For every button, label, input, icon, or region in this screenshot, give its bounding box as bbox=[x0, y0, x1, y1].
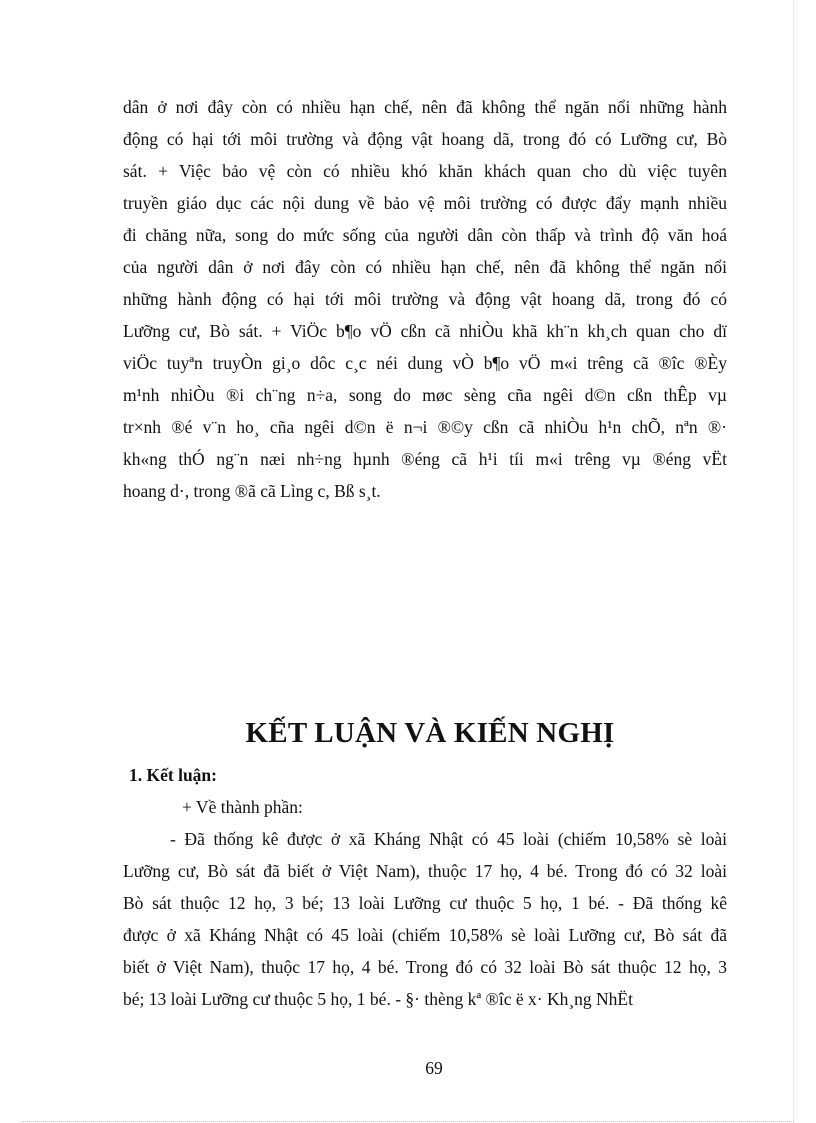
page-edge-divider bbox=[793, 0, 794, 1123]
paragraph-line: truyền giáo dục các nội dung về bảo vệ môi trường có được đẩy mạnh nhiều bbox=[123, 193, 727, 213]
paragraph-line: viÖc tuyªn truyÒn gi¸o dôc c¸c néi dung vÒ b¶o vÖ m«i trêng cã ®îc ®Èy bbox=[123, 353, 727, 373]
footer-divider bbox=[22, 1121, 794, 1122]
paragraph-line: m¹nh nhiÒu ®i ch¨ng n÷a, song do møc sèng cña ngêi d©n cßn thÊp vµ bbox=[123, 385, 727, 405]
paragraph-line: tr×nh ®é v¨n ho¸ cña ngêi d©n ë n¬i ®©y cßn cã nhiÒu h¹n chÕ, nªn ®· bbox=[123, 417, 727, 437]
page-number: 69 bbox=[425, 1058, 443, 1078]
paragraph-line: Lưỡng cư, Bò sát đã biết ở Việt Nam), thuộc 17 họ, 4 bé. Trong đó có 32 loài bbox=[123, 861, 727, 881]
paragraph-line: của người dân ở nơi đây còn có nhiều hạn chế, nên đã không thể ngăn nổi bbox=[123, 257, 727, 277]
paragraph-line: sát. + Việc bảo vệ còn có nhiều khó khăn khách quan cho dù việc tuyên bbox=[123, 161, 727, 181]
section-heading: KẾT LUẬN VÀ KIẾN NGHỊ bbox=[245, 717, 615, 749]
paragraph-line: động có hại tới môi trường và động vật hoang dã, trong đó có Lưỡng cư, Bò bbox=[123, 129, 727, 149]
paragraph-line: dân ở nơi đây còn có nhiều hạn chế, nên đã không thể ngăn nổi những hành bbox=[123, 97, 727, 117]
paragraph-line: kh«ng thÓ ng¨n næi nh÷ng hµnh ®éng cã h¹i tíi m«i trêng vµ ®éng vËt bbox=[123, 449, 727, 469]
paragraph-line: hoang d·, trong ®ã cã Lìng c, Bß s¸t. bbox=[123, 481, 381, 501]
paragraph-line: - Đã thống kê được ở xã Kháng Nhật có 45 loài (chiếm 10,58% sè loài bbox=[170, 829, 727, 849]
sub-item-label: + Về thành phần: bbox=[182, 797, 303, 817]
paragraph-line: Bò sát thuộc 12 họ, 3 bé; 13 loài Lưỡng cư thuộc 5 họ, 1 bé. - Đã thống kê bbox=[123, 893, 727, 913]
paragraph-line: những hành động có hại tới môi trường và động vật hoang dã, trong đó có bbox=[123, 289, 727, 309]
paragraph-line: Lưỡng cư, Bò sát. + ViÖc b¶o vÖ cßn cã nhiÒu khã kh¨n kh¸ch quan cho dï bbox=[123, 321, 727, 341]
paragraph-line: biết ở Việt Nam), thuộc 17 họ, 4 bé. Trong đó có 32 loài Bò sát thuộc 12 họ, 3 bbox=[123, 957, 727, 977]
paragraph-line: bé; 13 loài Lưỡng cư thuộc 5 họ, 1 bé. - §· thèng kª ®îc ë x· Kh¸ng NhËt bbox=[123, 989, 633, 1009]
subsection-heading: 1. Kết luận: bbox=[129, 765, 217, 785]
paragraph-line: đi chăng nữa, song do mức sống của người dân còn thấp và trình độ văn hoá bbox=[123, 225, 727, 245]
paragraph-line: được ở xã Kháng Nhật có 45 loài (chiếm 10,58% sè loài Lưỡng cư, Bò sát đã bbox=[123, 925, 727, 945]
